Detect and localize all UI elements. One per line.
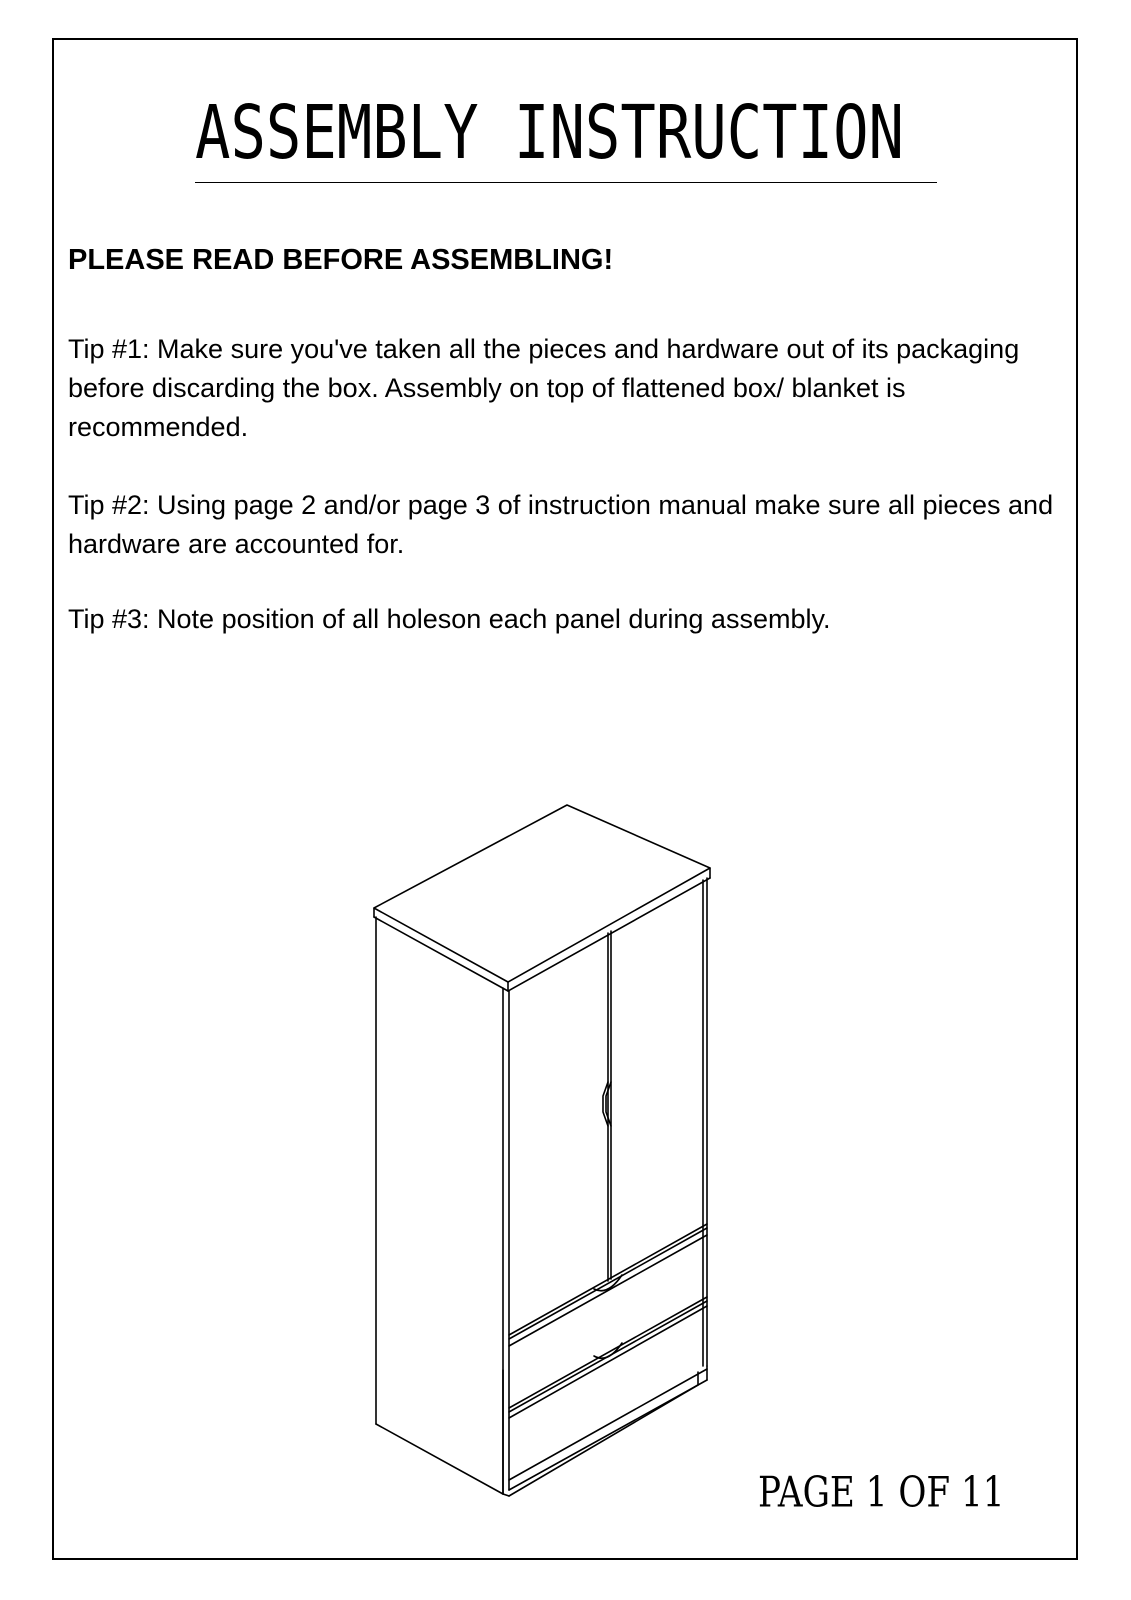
tip-2: Tip #2: Using page 2 and/or page 3 of instruction manual make sure all pieces and hardware are accounted for. <box>68 490 1054 559</box>
document-title: ASSEMBLY INSTRUCTION <box>195 91 904 177</box>
tip-1: Tip #1: Make sure you've taken all the pieces and hardware out of its packaging before discarding the box. Assembly on top of flattened box/ blanket is recommended. <box>68 334 1020 442</box>
page-number: PAGE 1 OF 11 <box>758 1467 1005 1517</box>
tip-3: Tip #3: Note position of all holeson each panel during assembly. <box>68 604 831 634</box>
warning-heading: PLEASE READ BEFORE ASSEMBLING! <box>68 244 614 276</box>
title-underline <box>195 182 937 183</box>
wardrobe-icon <box>360 780 730 1520</box>
